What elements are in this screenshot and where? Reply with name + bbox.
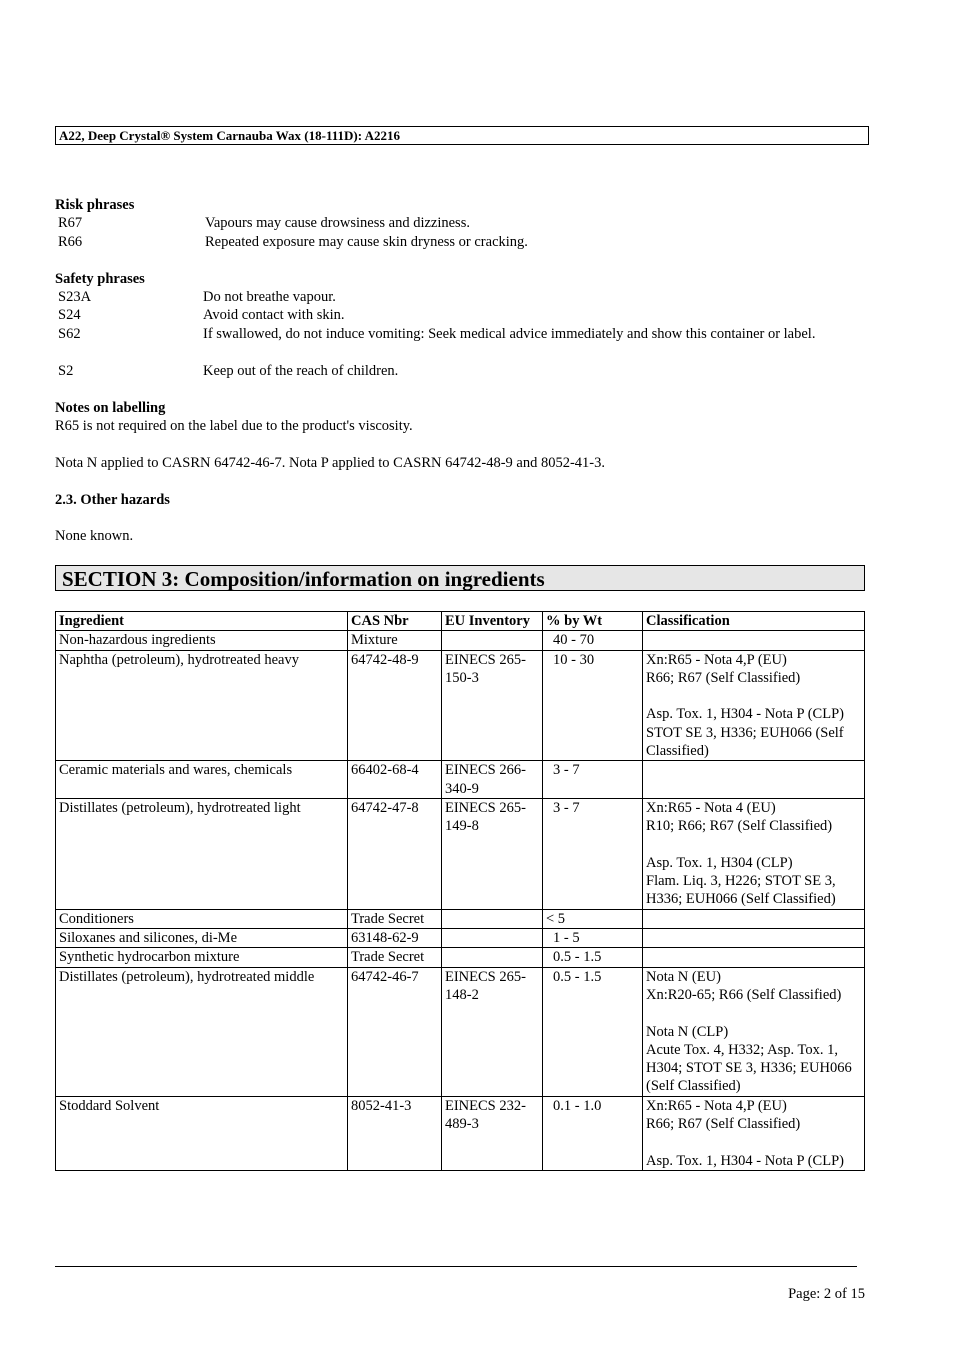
footer-divider (55, 1266, 857, 1267)
column-header-classification: Classification (643, 612, 865, 631)
cas-cell: 64742-46-7 (348, 967, 442, 1096)
classification-line: Nota N (EU) (646, 968, 721, 985)
page-number: Page: 2 of 15 (788, 1286, 865, 1302)
ingredient-cell: Siloxanes and silicones, di-Me (56, 929, 348, 948)
section-3-title: SECTION 3: Composition/information on ingredients (55, 565, 865, 591)
classification-line: Xn:R20-65; R66 (Self Classified) (646, 986, 842, 1003)
cas-cell: 66402-68-4 (348, 761, 442, 799)
table-row (56, 798, 865, 909)
risk-phrases-heading: Risk phrases (55, 197, 135, 213)
table-row (56, 761, 865, 799)
cas-cell: Mixture (348, 631, 442, 650)
table-row (56, 650, 865, 761)
classification-cell (643, 650, 865, 761)
ingredient-cell: Non-hazardous ingredients (56, 631, 348, 650)
eu-inventory-cell (442, 631, 543, 650)
weight-cell: 3 - 7 (543, 798, 643, 909)
cas-cell: Trade Secret (348, 909, 442, 928)
ingredients-table (55, 611, 865, 1171)
classification-line: STOT SE 3, H336; EUH066 (Self Classified) (646, 724, 844, 760)
classification-cell (643, 798, 865, 909)
classification-line: Flam. Liq. 3, H226; STOT SE 3, H336; EUH066 (Self Classified) (646, 873, 836, 908)
classification-line: Xn:R65 - Nota 4,P (EU) (646, 1097, 787, 1114)
classification-line: Xn:R65 - Nota 4,P (EU) (646, 651, 787, 668)
classification-line: Nota N (CLP) (646, 1023, 729, 1040)
risk-code: R66 (58, 234, 83, 250)
cas-cell: 64742-47-8 (348, 798, 442, 909)
notes-heading: Notes on labelling (55, 400, 166, 416)
ingredient-cell: Stoddard Solvent (56, 1096, 348, 1170)
weight-cell: 0.1 - 1.0 (543, 1096, 643, 1170)
table-row (56, 948, 865, 967)
classification-line: Asp. Tox. 1, H304 - Nota P (CLP) (646, 1152, 844, 1169)
table-row (56, 909, 865, 928)
table-row (56, 1096, 865, 1170)
classification-cell (643, 909, 865, 928)
eu-inventory-cell: EINECS 265-150-3 (442, 650, 543, 761)
eu-inventory-cell (442, 929, 543, 948)
safety-text: Avoid contact with skin. (203, 307, 345, 323)
ingredient-cell: Distillates (petroleum), hydrotreated light (56, 798, 348, 909)
weight-cell: 0.5 - 1.5 (543, 967, 643, 1096)
safety-text: Keep out of the reach of children. (203, 363, 399, 379)
column-header-ingredient: Ingredient (56, 612, 348, 631)
weight-cell: 10 - 30 (543, 650, 643, 761)
table-row (56, 929, 865, 948)
classification-line: R66; R67 (Self Classified) (646, 669, 801, 686)
eu-inventory-cell (442, 948, 543, 967)
eu-inventory-cell: EINECS 265-148-2 (442, 967, 543, 1096)
cas-cell: 63148-62-9 (348, 929, 442, 948)
classification-line: Acute Tox. 4, H332; Asp. Tox. 1, H304; STOT SE 3, H336; EUH066 (Self Classified) (646, 1041, 852, 1095)
notes-text: Nota N applied to CASRN 64742-46-7. Nota P applied to CASRN 64742-48-9 and 8052-41-3. (55, 455, 606, 471)
classification-line: R10; R66; R67 (Self Classified) (646, 818, 833, 835)
risk-code: R67 (58, 215, 83, 231)
notes-text: R65 is not required on the label due to the product's viscosity. (55, 418, 413, 434)
classification-line: Asp. Tox. 1, H304 - Nota P (CLP) (646, 706, 844, 723)
weight-cell: 40 - 70 (543, 631, 643, 650)
column-header-cas: CAS Nbr (348, 612, 442, 631)
safety-code: S23A (58, 289, 92, 305)
classification-spacer (646, 687, 861, 705)
classification-spacer (646, 836, 861, 854)
cas-cell: 64742-48-9 (348, 650, 442, 761)
weight-cell: 1 - 5 (543, 929, 643, 948)
safety-code: S2 (58, 363, 74, 379)
weight-cell: 0.5 - 1.5 (543, 948, 643, 967)
ingredient-cell: Naphtha (petroleum), hydrotreated heavy (56, 650, 348, 761)
ingredient-cell: Ceramic materials and wares, chemicals (56, 761, 348, 799)
table-row (56, 631, 865, 650)
ingredient-cell: Conditioners (56, 909, 348, 928)
weight-cell: 3 - 7 (543, 761, 643, 799)
other-hazards-heading: 2.3. Other hazards (55, 492, 170, 508)
classification-cell (643, 1096, 865, 1170)
column-header-eu-inventory: EU Inventory (442, 612, 543, 631)
classification-line: Asp. Tox. 1, H304 (CLP) (646, 854, 793, 871)
safety-text: Do not breathe vapour. (203, 289, 336, 305)
classification-cell (643, 929, 865, 948)
other-hazards-text: None known. (55, 528, 134, 544)
classification-cell (643, 948, 865, 967)
document-header: A22, Deep Crystal® System Carnauba Wax (18-111D): A2216 (55, 126, 869, 145)
classification-cell (643, 761, 865, 799)
table-header-row (56, 612, 865, 631)
cas-cell: Trade Secret (348, 948, 442, 967)
weight-cell: < 5 (543, 909, 643, 928)
risk-text: Repeated exposure may cause skin dryness or cracking. (205, 234, 528, 250)
ingredient-cell: Synthetic hydrocarbon mixture (56, 948, 348, 967)
classification-line: Xn:R65 - Nota 4 (EU) (646, 799, 776, 816)
eu-inventory-cell: EINECS 232-489-3 (442, 1096, 543, 1170)
classification-cell (643, 631, 865, 650)
ingredient-cell: Distillates (petroleum), hydrotreated middle (56, 967, 348, 1096)
column-header-weight: % by Wt (543, 612, 643, 631)
safety-code: S62 (58, 326, 81, 342)
safety-phrases-heading: Safety phrases (55, 271, 145, 287)
safety-text: If swallowed, do not induce vomiting: Seek medical advice immediately and show this container or label. (203, 326, 816, 342)
cas-cell: 8052-41-3 (348, 1096, 442, 1170)
risk-text: Vapours may cause drowsiness and dizziness. (205, 215, 470, 231)
classification-spacer (646, 1004, 861, 1022)
classification-spacer (646, 1133, 861, 1151)
table-row (56, 967, 865, 1096)
eu-inventory-cell (442, 909, 543, 928)
eu-inventory-cell: EINECS 266-340-9 (442, 761, 543, 799)
classification-line: R66; R67 (Self Classified) (646, 1116, 801, 1133)
eu-inventory-cell: EINECS 265-149-8 (442, 798, 543, 909)
classification-cell (643, 967, 865, 1096)
safety-code: S24 (58, 307, 81, 323)
